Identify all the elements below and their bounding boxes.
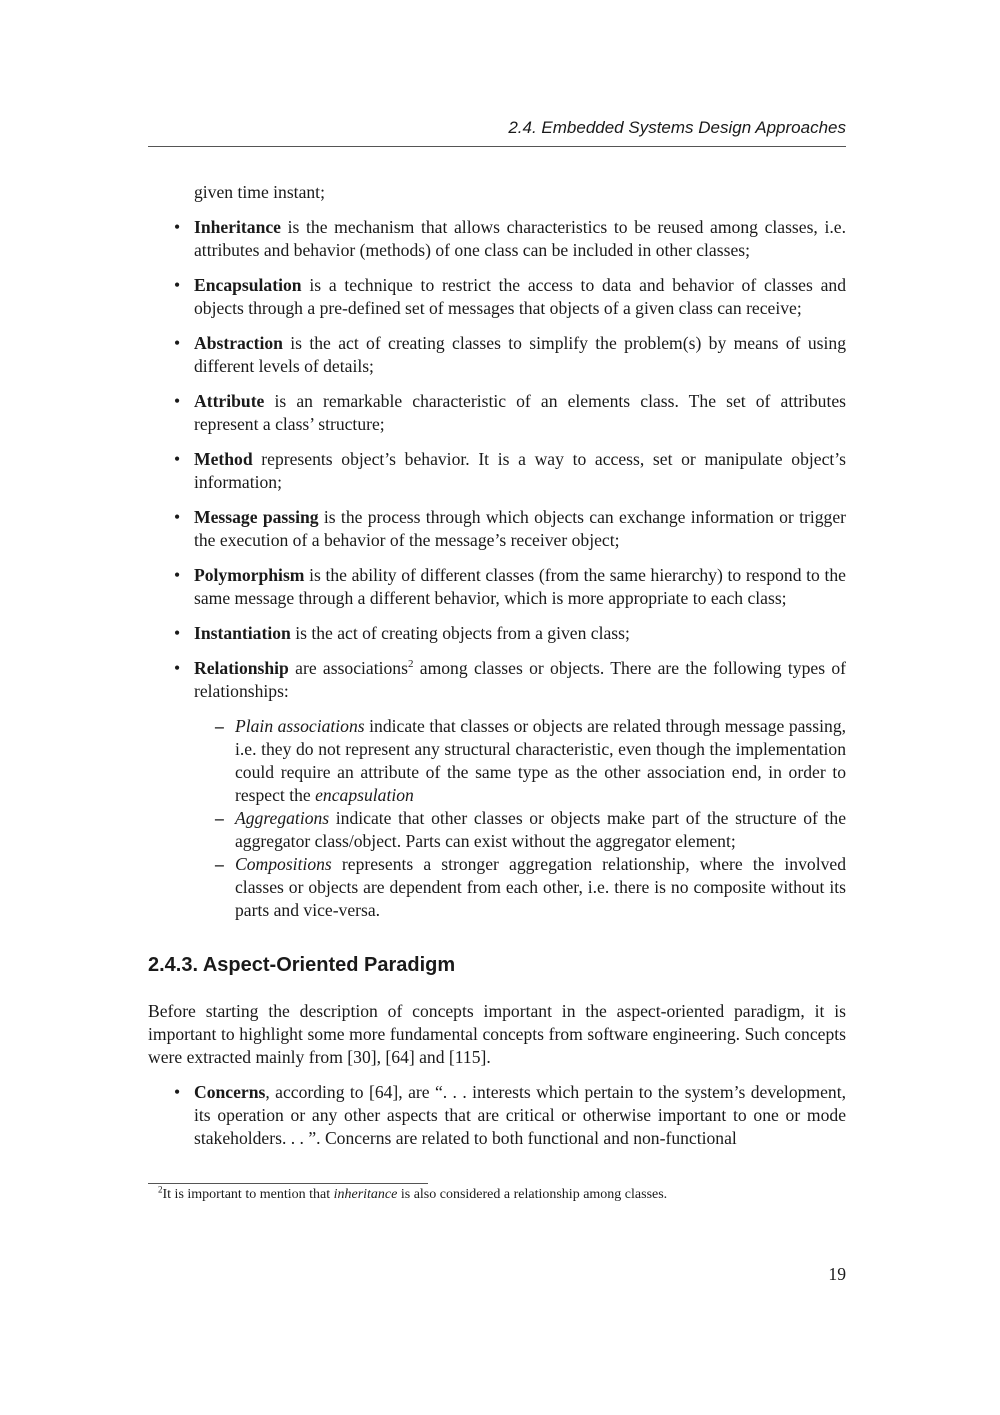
term: Concerns [194, 1082, 266, 1102]
running-title: 2.4. Embedded Systems Design Approaches [508, 118, 846, 137]
definition: , according to [64], are “. . . interests which pertain to the system’s development, its operation or any other aspects that are critical or otherwise important to one or mode stakeholders. . . ”. Concerns are related to both functional and non-functional [194, 1082, 846, 1148]
sub-list-item [194, 715, 846, 807]
term: Attribute [194, 391, 265, 411]
footnote-number: 2 [158, 1184, 163, 1195]
definition: is an remarkable characteristic of an elements class. The set of attributes represent a class’ structure; [194, 391, 846, 434]
bullet-mark: • [174, 449, 181, 469]
main-content [148, 181, 846, 1162]
list-item-concerns [148, 1081, 846, 1150]
bullet-mark: • [174, 217, 181, 237]
list-item [148, 622, 846, 645]
list-item [148, 216, 846, 262]
sub-definition: represents a stronger aggregation relationship, where the involved classes or objects are dependent from each other, i.e. there is no composite without its parts and vice-versa. [235, 854, 846, 920]
definition: is the process through which objects can exchange information or trigger the execution of a behavior of the message’s receiver object; [194, 507, 846, 550]
bullet-mark: • [174, 275, 181, 295]
list-item-relationship [148, 657, 846, 922]
section-intro-paragraph: Before starting the description of concepts important in the aspect-oriented paradigm, it is important to highlight some more fundamental concepts from software engineering. Such concepts were extracted mainly from [30], [64] and [115]. [148, 1001, 846, 1067]
footnote-text: It is important to mention that [162, 1187, 334, 1202]
sub-list-item [194, 853, 846, 922]
running-header [148, 118, 846, 147]
bullet-mark: • [174, 507, 181, 527]
definition-list [148, 216, 846, 922]
definition: is a technique to restrict the access to data and behavior of classes and objects through a pre-defined set of messages that objects of a given class can receive; [194, 275, 846, 318]
relationship-types-list [194, 715, 846, 922]
concepts-list [148, 1081, 846, 1150]
sub-term: Plain associations [235, 716, 365, 736]
definition: are associations [288, 658, 408, 678]
term: Polymorphism [194, 565, 305, 585]
definition: is the ability of different classes (from the same hierarchy) to respond to the same message through a different behavior, which is more appropriate to each class; [194, 565, 846, 608]
list-item [148, 448, 846, 494]
sub-definition: indicate that classes or objects are related through message passing, i.e. they do not represent any structural characteristic, even though the implementation could require an attribute of the same type as the other association end, in order to respect the [235, 716, 847, 805]
bullet-mark: • [174, 658, 181, 678]
definition: is the mechanism that allows characteristics to be reused among classes, i.e. attributes and behavior (methods) of one class can be included in other classes; [194, 217, 846, 260]
definition-tail: among classes or objects. There are the following types of relationships: [194, 658, 846, 701]
bullet-mark: • [174, 1082, 181, 1102]
list-item [148, 274, 846, 320]
footnote-italic: inheritance [333, 1187, 398, 1202]
list-item [148, 390, 846, 436]
term: Instantiation [194, 623, 291, 643]
continuation-text: given time instant; [194, 182, 325, 202]
term: Abstraction [194, 333, 283, 353]
footnote-text-tail: is also considered a relationship among classes. [397, 1187, 668, 1202]
list-item [148, 332, 846, 378]
dash-mark: – [215, 808, 224, 828]
bullet-mark: • [174, 333, 181, 353]
term: Encapsulation [194, 275, 302, 295]
bullet-mark: • [174, 391, 181, 411]
definition: represents object’s behavior. It is a way to access, set or manipulate object’s information; [194, 449, 846, 492]
bullet-mark: • [174, 623, 181, 643]
dash-mark: – [215, 716, 224, 736]
sub-definition: indicate that other classes or objects make part of the structure of the aggregator class/object. Parts can exist without the aggregator element; [235, 808, 846, 851]
footnote [158, 1186, 848, 1204]
footnote-ref[interactable]: 2 [407, 658, 414, 671]
sub-term: Aggregations [235, 808, 330, 828]
sub-list-item [194, 807, 846, 853]
page-number: 19 [828, 1264, 846, 1284]
footnote-divider [148, 1183, 428, 1184]
term: Message passing [194, 507, 319, 527]
bullet-mark: • [174, 565, 181, 585]
definition: is the act of creating objects from a given class; [290, 623, 630, 643]
term: Method [194, 449, 253, 469]
list-item [148, 506, 846, 552]
term: Relationship [194, 658, 289, 678]
list-item [148, 564, 846, 610]
term: Inheritance [194, 217, 281, 237]
section-heading: 2.4.3. Aspect-Oriented Paradigm [148, 954, 456, 976]
sub-definition-italic: encapsulation [315, 785, 414, 805]
sub-term: Compositions [235, 854, 332, 874]
dash-mark: – [215, 854, 224, 874]
definition: is the act of creating classes to simplify the problem(s) by means of using different levels of details; [194, 333, 846, 376]
